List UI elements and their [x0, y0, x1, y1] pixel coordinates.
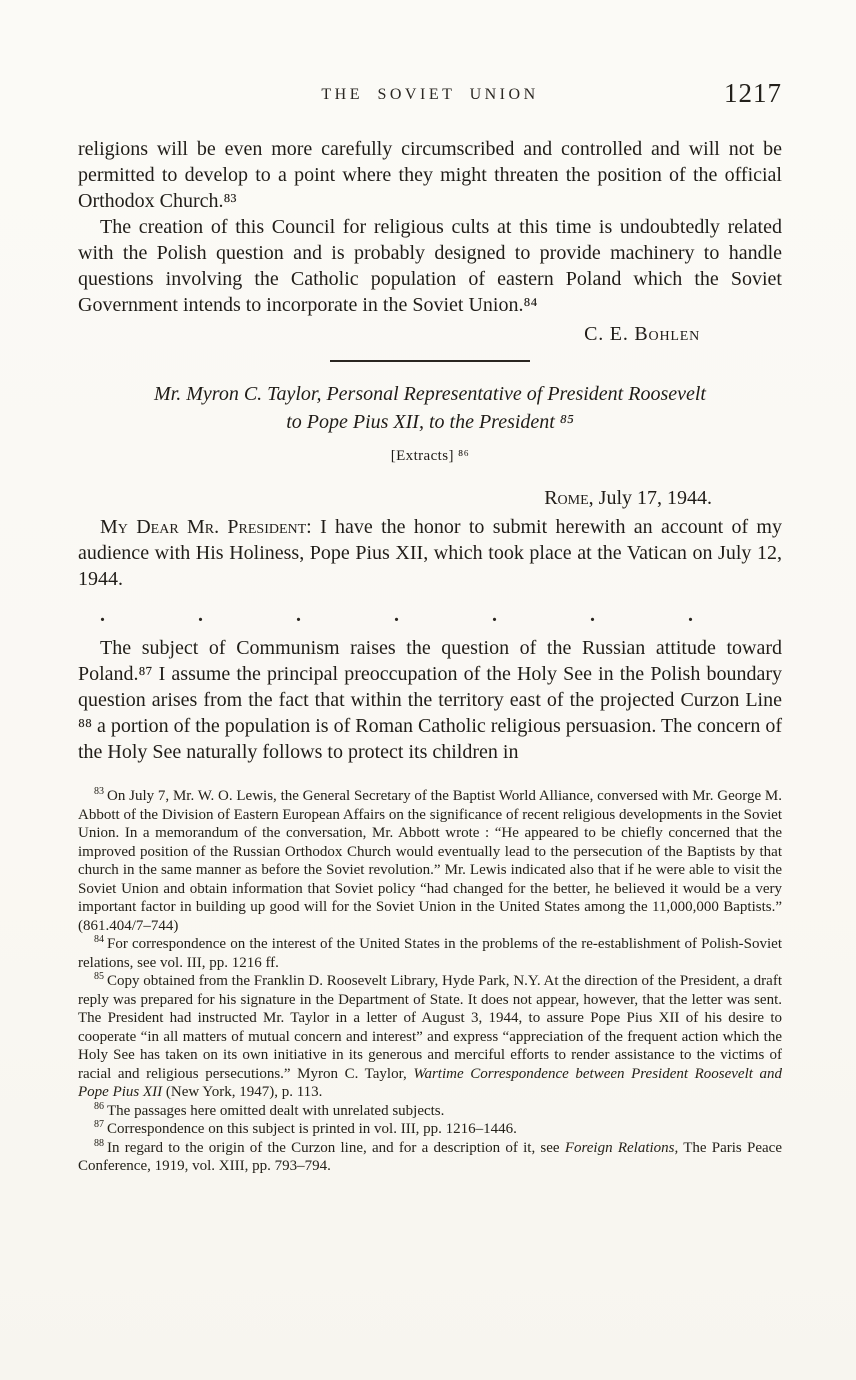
footnote-85-text-after: (New York, 1947), p. 113.: [162, 1084, 323, 1100]
footnote-87-text: Correspondence on this subject is printed in vol. III, pp. 1216–1446.: [107, 1121, 517, 1137]
footnote-86: [78, 1102, 782, 1121]
footnote-84-text: For correspondence on the interest of the United States in the problems of the re-establishment of Polish-Soviet relations, see vol. III, pp. 1216 ff.: [78, 936, 782, 971]
footnote-86-text: The passages here omitted dealt with unrelated subjects.: [107, 1102, 445, 1119]
footnote-83-marker: 83: [94, 786, 104, 797]
letter-heading-line-1: Mr. Myron C. Taylor, Personal Representative of President Roosevelt: [154, 383, 706, 405]
page-number: 1217: [724, 78, 782, 108]
footnote-87-marker: 87: [94, 1119, 104, 1130]
footnote-88-italic-title: Foreign Relations,: [564, 1139, 679, 1156]
omission-dots: . . . . . . .: [100, 604, 693, 626]
footnote-85-italic-title: Wartime Correspondence between President Roosevelt and Pope Pius XII: [78, 1065, 782, 1100]
footnote-88-marker: 88: [94, 1137, 104, 1149]
running-title: THE SOVIET UNION: [321, 86, 539, 103]
footnote-86-marker: 86: [94, 1100, 104, 1112]
footnote-83-text: On July 7, Mr. W. O. Lewis, the General Secretary of the Baptist World Alliance, conversed with Mr. George M. Abbott of the Division of Eastern European Affairs on the significance of recent religious developments in the Soviet Union. In a memorandum of the conversation, Mr. Abbott wrote : “He appeared to be chiefly concerned that the improved position of the Russian Orthodox Church would eventually lead to the persecution of the Baptists by that church in the same manner as before the Soviet revolution.” Mr. Lewis indicated also that if he were able to visit the Soviet Union and obtain information that Soviet policy “had changed for the better, he believed it would be a very important factor in building up good will for the Soviet Union in the United States among the 11,000,000 Baptists.” (861.404/7–744): [78, 788, 782, 934]
footnote-88-text: In regard to the origin of the Curzon line, and for a description of it, see: [107, 1139, 565, 1156]
taylor-letter: [78, 380, 782, 765]
footnote-84: [78, 935, 782, 972]
footnote-88: [78, 1139, 782, 1176]
letter-paragraph: The subject of Communism raises the question of the Russian attitude toward Poland.⁸⁷ I assume the principal preoccupation of the Holy See in the Polish boundary question arises from the fact that within the territory east of the projected Curzon Line ⁸⁸ a portion of the population is of Roman Catholic religious persuasion. The concern of the Holy See naturally follows to protect its children in: [78, 637, 782, 763]
opening-paragraph: [78, 514, 782, 592]
footnotes-section: [78, 787, 782, 1176]
extracts-note: [Extracts] ⁸⁶: [390, 448, 470, 464]
opening-rest: I have the honor to submit herewith an account of my audience with His Holiness, Pope Pius XII, which took place at the Vatican on July 12, 1944.: [78, 516, 782, 590]
dispatch-paragraph-1: religions will be even more carefully circumscribed and controlled and will not be permitted to develop to a point where they might threaten the position of the official Orthodox Church.⁸³: [78, 138, 782, 212]
salutation: My Dear Mr. President:: [100, 516, 312, 538]
footnote-85-marker: 85: [94, 971, 104, 982]
dateline-rest: , July 17, 1944.: [588, 487, 712, 509]
letter-heading: [78, 380, 782, 436]
dateline: [78, 487, 782, 510]
bohlen-dispatch: [78, 136, 782, 346]
letter-heading-line-2: to Pope Pius XII, to the President ⁸⁵: [286, 411, 574, 433]
dispatch-paragraph-2: The creation of this Council for religious cults at this time is undoubtedly related with the Polish question and is probably designed to provide machinery to handle questions involving the Catholic population of eastern Poland which the Soviet Government intends to incorporate in the Soviet Union.⁸⁴: [78, 216, 782, 316]
running-header: [78, 78, 782, 110]
footnote-84-marker: 84: [94, 934, 104, 945]
footnote-85: [78, 972, 782, 1102]
footnote-87: [78, 1120, 782, 1139]
footnote-83: [78, 787, 782, 935]
footnote-88-text-after: The Paris Peace Conference, 1919, vol. XIII, pp. 793–794.: [78, 1139, 782, 1174]
signature: C. E. Bohlen: [584, 323, 700, 345]
footnote-85-text: Copy obtained from the Franklin D. Roosevelt Library, Hyde Park, N.Y. At the direction of the President, a draft reply was prepared for his signature in the Department of State. It does not appear, however, that the letter was sent. The President had instructed Mr. Taylor in a letter of August 3, 1944, to assure Pope Pius XII of his desire to cooperate “in all matters of mutual concern and interest” and express “appreciation of the frequent action which the Holy See has taken on its own initiative in its generous and merciful efforts to render assistance to the victims of racial and religious persecutions.” Myron C. Taylor,: [78, 973, 782, 1082]
section-divider: [330, 360, 530, 362]
dateline-place: Rome: [544, 487, 589, 509]
